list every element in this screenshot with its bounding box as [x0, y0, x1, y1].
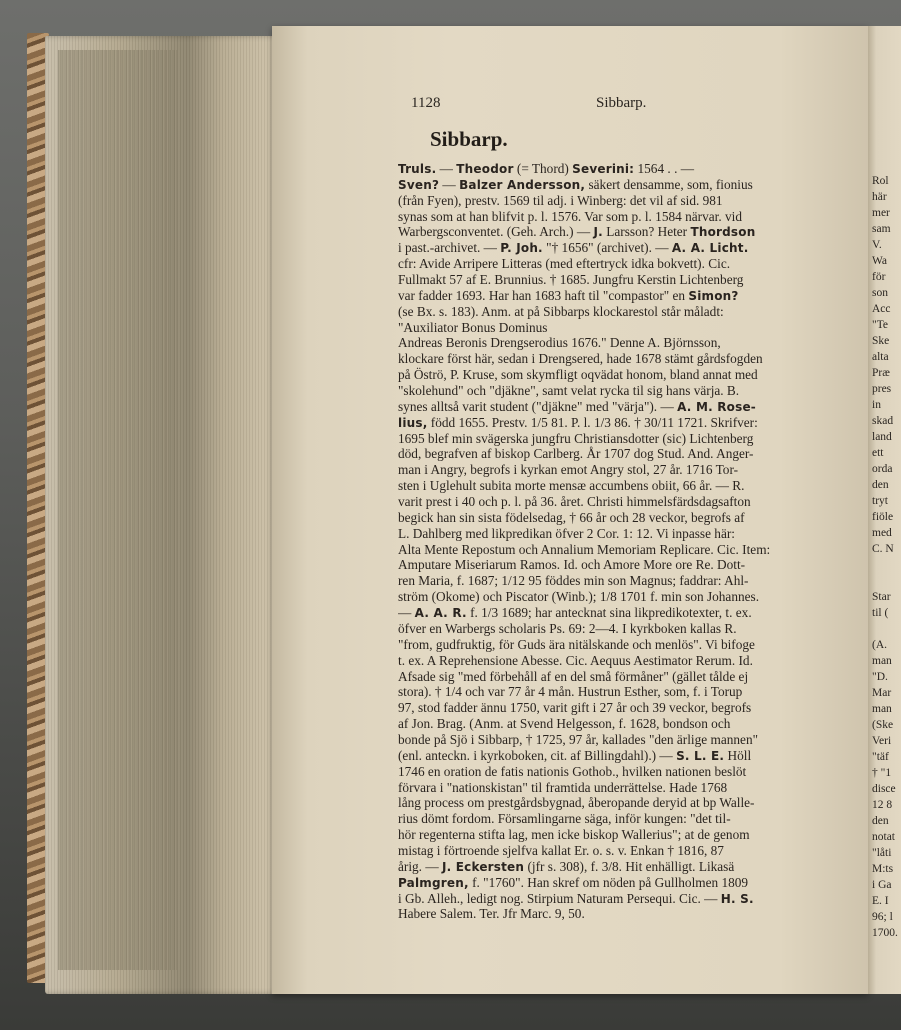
text-segment: förvara i "nationskistan" til framtida underrättelse. Hade 1768	[398, 779, 728, 795]
text-segment: af Jon. Brag. (Anm. at Svend Helgesson, f. 1628, bondson och	[398, 716, 731, 732]
facing-page-fragment: mer	[872, 207, 890, 219]
facing-page-fragment: skad	[872, 415, 894, 427]
facing-page-fragment: Rol	[872, 175, 889, 187]
facing-page-fragment: sam	[872, 223, 891, 235]
text-segment: (se Bx. s. 183). Anm. at på Sibbarps klockarestol står måladt:	[398, 303, 724, 319]
facing-page-fragment: Ske	[872, 335, 890, 347]
facing-page-fragment: C. N	[872, 543, 894, 555]
text-line	[398, 605, 868, 621]
text-line	[398, 351, 868, 367]
text-segment: sten i Uglehult subita morte mensæ accumbens obiit, 66 år. — R.	[398, 478, 745, 494]
text-line	[398, 906, 868, 922]
facing-page-fragment: disce	[872, 783, 896, 795]
text-segment: f. "1760". Han skref om nöden på Gullholmen 1809	[468, 874, 749, 890]
text-line	[398, 700, 868, 716]
person-name: Thordson	[690, 225, 756, 240]
facing-page-fragment: ett	[872, 447, 884, 459]
facing-page-fragment: land	[872, 431, 892, 443]
text-segment: Andreas Beronis Drengserodius 1676." Denne A. Björnsson,	[398, 335, 721, 351]
text-segment: i Gb. Alleh., ledigt nog. Stirpium Naturam Persequi. Cic. —	[398, 890, 721, 906]
text-line	[398, 843, 868, 859]
facing-page-fragment: 12 8	[872, 799, 893, 811]
facing-page-fragment: M:ts	[872, 863, 894, 875]
text-line	[398, 431, 868, 447]
text-segment: född 1655. Prestv. 1/5 81. P. l. 1/3 86. † 30/11 1721. Skrifver:	[427, 414, 758, 430]
text-segment: Alta Mente Repostum och Annalium Memoriam Replicare. Cic. Item:	[398, 541, 771, 557]
person-name: J. Eckersten	[441, 859, 525, 874]
text-line	[398, 748, 868, 764]
facing-page-fragment: den	[872, 479, 889, 491]
text-segment: bonde på Sjö i Sibbarp, † 1725, 97 år, kallades "den ärlige mannen"	[398, 731, 759, 747]
text-line	[398, 224, 868, 240]
text-segment: ström (Okome) och Piscator (Winb.); 1/8 1701 f. min son Johannes.	[398, 589, 760, 605]
running-title: Sibbarp.	[596, 95, 647, 111]
facing-page-fragment: pres	[872, 383, 892, 395]
facing-page-fragment: son	[872, 287, 888, 299]
text-segment: (= Thord)	[513, 161, 573, 176]
text-segment: synes alltså varit student ("djäkne" med "värja"). —	[398, 398, 678, 414]
text-line	[398, 335, 868, 351]
person-name: J.	[593, 225, 603, 240]
text-line	[398, 526, 868, 542]
text-line	[398, 288, 868, 304]
text-segment: Afsade sig "med förbehåll af en del små förmåner" (gället tålde ej	[398, 668, 749, 684]
person-name: A. M. Rose-	[677, 399, 756, 414]
text-segment: Fullmakt 57 af E. Brunnius. † 1685. Jungfru Kerstin Lichtenberg	[398, 272, 744, 288]
person-name: A. A. Licht.	[671, 241, 749, 256]
facing-page-fragment: den	[872, 815, 889, 827]
text-line	[398, 859, 868, 875]
text-line	[398, 304, 868, 320]
text-segment: begick han sin sista födelsedag, † 66 år och 28 veckor, begrofs af	[398, 509, 745, 525]
text-segment: var fadder 1693. Har han 1683 haft til "compastor" en	[398, 287, 689, 303]
facing-page-fragment: "täf	[872, 751, 889, 763]
text-line	[398, 764, 868, 780]
facing-page-fragment: Præ	[872, 367, 890, 379]
facing-page-fragment: alta	[872, 351, 889, 363]
text-line	[398, 367, 868, 383]
text-segment: Habere Salem. Ter. Jfr Marc. 9, 50.	[398, 906, 585, 922]
facing-page-fragment: "låti	[872, 847, 892, 859]
text-line	[398, 795, 868, 811]
text-line	[398, 209, 868, 225]
facing-page-fragment: Acc	[872, 303, 891, 315]
text-segment: —	[398, 605, 415, 621]
text-line	[398, 557, 868, 573]
person-name: Theodor	[456, 162, 514, 176]
text-line	[398, 415, 868, 431]
text-segment: —	[439, 176, 460, 192]
text-segment: "from, gudfruktig, för Guds ära nitälskande och menlös". Vi bifoge	[398, 636, 755, 652]
text-line	[398, 240, 868, 256]
text-line	[398, 875, 868, 891]
text-segment: Larsson? Heter	[602, 224, 691, 240]
facing-page-fragment: in	[872, 399, 881, 411]
text-line	[398, 621, 868, 637]
text-segment: t. ex. A Reprehensione Abesse. Cic. Aequus Aestimator Rerum. Id.	[398, 652, 753, 668]
section-title: Sibbarp.	[430, 127, 508, 151]
text-segment: i past.-archivet. —	[398, 240, 501, 256]
facing-page-fragment: til (	[872, 607, 889, 619]
text-segment: årig. —	[398, 858, 442, 874]
facing-page-fragment: Veri	[872, 735, 892, 747]
text-line	[398, 573, 868, 589]
text-segment: rius dömt fordom. Församlingarne säga, inför kungen: "det til-	[398, 811, 731, 827]
person-name: P. Joh.	[500, 241, 543, 256]
facing-page-fragment: här	[872, 191, 887, 203]
text-line	[398, 827, 868, 843]
text-line	[398, 193, 868, 209]
facing-page-fragment: 96; l	[872, 911, 893, 923]
person-name: lius,	[398, 415, 428, 430]
person-name: Balzer Andersson,	[459, 177, 586, 192]
text-segment: 97, stod fadder ännu 1750, varit gift i 27 år och 39 veckor, begrofs	[398, 700, 752, 716]
facing-page-fragment: i Ga	[872, 879, 892, 891]
text-line	[398, 256, 868, 272]
text-segment: på Öströ, P. Kruse, som skymfligt oqvädat honom, bland annat med	[398, 367, 758, 383]
text-segment: stora). † 1/4 och var 77 år 4 mån. Hustrun Esther, som, f. i Torup	[398, 684, 743, 700]
person-name: Sven?	[398, 177, 440, 192]
person-name: A. A. R.	[414, 606, 467, 621]
text-line	[398, 811, 868, 827]
facing-page-fragment: man	[872, 703, 892, 715]
person-name: Truls.	[398, 162, 437, 176]
text-line	[398, 637, 868, 653]
text-segment: (jfr s. 308), f. 3/8. Hit enhälligt. Likasä	[524, 858, 735, 874]
text-line	[398, 161, 868, 177]
text-line	[398, 732, 868, 748]
text-segment: "† 1656" (archivet). —	[542, 240, 672, 256]
text-line	[398, 510, 868, 526]
text-segment: "skolehund" och "djäkne", samt velat rycka til sig hans värja. B.	[398, 383, 740, 399]
text-line	[398, 446, 868, 462]
facing-page-fragment: orda	[872, 463, 893, 475]
facing-page-fragment: för	[872, 271, 886, 283]
facing-page-fragment: "Te	[872, 319, 889, 331]
person-name: Severini:	[572, 162, 635, 176]
text-segment: hör regenterna stifta lag, men icke biskop Wallerius"; at de genom	[398, 827, 750, 843]
text-line	[398, 653, 868, 669]
facing-page-fragment: man	[872, 655, 892, 667]
facing-page-fragment: notat	[872, 831, 895, 843]
text-segment: cfr: Avide Arripere Litteras (med eftertryck idka bokvett). Cic.	[398, 256, 731, 272]
text-segment: säkert densamme, som, fionius	[585, 176, 753, 192]
text-line	[398, 684, 868, 700]
text-line	[398, 478, 868, 494]
text-line	[398, 399, 868, 415]
text-segment: man i Angry, begrofs i kyrkan emot Angry stol, 27 år. 1716 Tor-	[398, 462, 739, 478]
facing-page-fragment: Mar	[872, 687, 892, 699]
facing-page-fragment: † "1	[872, 767, 892, 779]
facing-page-fragment: Star	[872, 591, 891, 603]
text-line	[398, 272, 868, 288]
text-segment: "Auxiliator Bonus Dominus	[398, 319, 548, 335]
text-segment: synas som at han blifvit p. l. 1576. Var som p. l. 1584 närvar. vid	[398, 208, 742, 224]
text-segment: lång process om prestgårdsbygnad, åberopande deryid at bp Walle-	[398, 795, 755, 811]
facing-page-edge	[868, 26, 901, 994]
text-segment: 1746 en oration de fatis nationis Gothob., hvilken nationen beslöt	[398, 763, 747, 779]
text-segment: (enl. anteckn. i kyrkoboken, cit. af Billingdahl).) —	[398, 747, 677, 763]
facing-page-fragment: fiöle	[872, 511, 894, 523]
text-segment: f. 1/3 1689; har antecknat sina likpredikotexter, t. ex.	[466, 605, 752, 621]
text-segment: varit prest i 40 och p. l. på 36. året. Christi himmelsfärdsdagsafton	[398, 494, 751, 510]
text-segment: mistag i förtroende sjelfva kallat Er. o. s. v. Enkan † 1816, 87	[398, 842, 724, 858]
facing-page-fragment: "D.	[872, 671, 888, 683]
text-line	[398, 383, 868, 399]
person-name: H. S.	[720, 891, 754, 906]
facing-page-fragment: Wa	[872, 255, 888, 267]
page-number: 1128	[411, 95, 441, 111]
text-segment: död, begrafven af biskop Carlberg. År 1707 dog Stud. And. Anger-	[398, 446, 754, 462]
facing-page-fragment: V.	[872, 239, 882, 251]
text-line	[398, 542, 868, 558]
facing-page-fragment: (Ske	[872, 719, 894, 731]
text-line	[398, 494, 868, 510]
person-name: Palmgren,	[398, 875, 469, 890]
text-segment: L. Dahlberg med likpredikan öfver 2 Cor. 1: 12. Vi inpasse här:	[398, 525, 735, 541]
text-line	[398, 589, 868, 605]
text-segment: ren Maria, f. 1687; 1/12 95 föddes min son Magnus; faddrar: Ahl-	[398, 573, 749, 589]
text-line	[398, 716, 868, 732]
facing-page-fragment: tryt	[872, 495, 888, 507]
text-line	[398, 320, 868, 336]
text-segment: 1564 . . —	[634, 161, 695, 176]
text-line	[398, 462, 868, 478]
facing-page-fragment: med	[872, 527, 892, 539]
facing-page-fragment: 1700.	[872, 927, 898, 939]
text-line	[398, 891, 868, 907]
text-segment: (från Fyen), prestv. 1569 til adj. i Winberg: det vil af sid. 981	[398, 192, 723, 208]
person-name: S. L. E.	[676, 748, 725, 763]
text-segment: öfver en Warbergs scholaris Ps. 69: 2—4. I kyrkboken kallas R.	[398, 620, 737, 636]
facing-page-fragment: E. I	[872, 895, 889, 907]
text-line	[398, 669, 868, 685]
text-segment: Warbergsconventet. (Geh. Arch.) —	[398, 224, 594, 240]
person-name: Simon?	[688, 288, 739, 303]
text-line	[398, 177, 868, 193]
body-text	[398, 161, 868, 922]
text-segment: Amputare Miseriarum Ramos. Id. och Amore More ore Re. Dott-	[398, 557, 746, 573]
page-stack-texture	[58, 50, 178, 970]
text-segment: 1695 blef min svägerska jungfru Christiansdotter (sic) Lichtenberg	[398, 430, 754, 446]
text-segment: —	[436, 161, 457, 176]
text-segment: klockare först här, sedan i Drengsered, hade 1678 stämt gårdsfogden	[398, 351, 763, 367]
facing-page-fragment: (A.	[872, 639, 888, 651]
text-segment: Höll	[724, 747, 752, 763]
text-line	[398, 780, 868, 796]
